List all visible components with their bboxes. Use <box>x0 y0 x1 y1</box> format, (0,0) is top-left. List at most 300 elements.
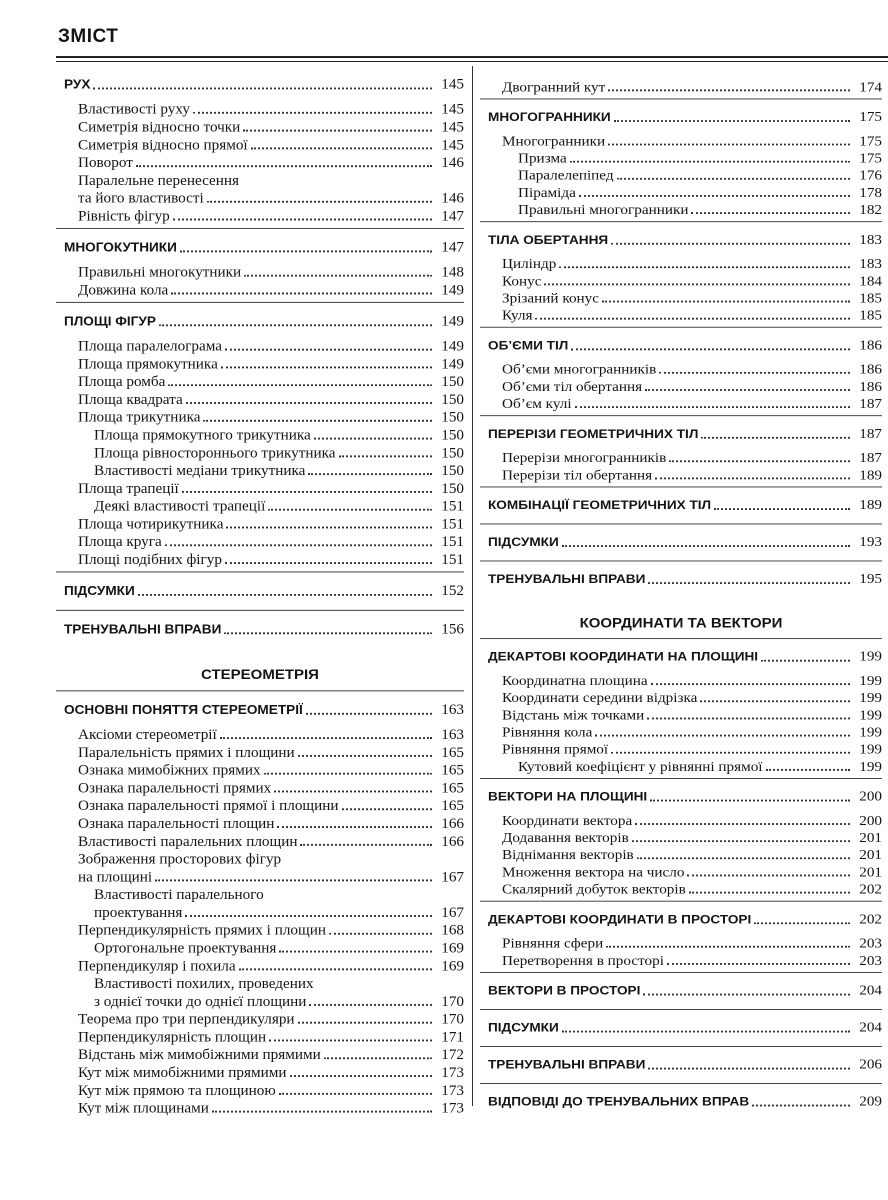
entry-title: ОСНОВНІ ПОНЯТТЯ СТЕРЕОМЕТРІЇ <box>64 701 306 720</box>
page-number: 166 <box>432 815 464 833</box>
page-number: 149 <box>432 355 464 373</box>
toc-entry[interactable] <box>56 118 464 136</box>
part-sections <box>56 690 464 1120</box>
dot-leader <box>306 712 432 715</box>
toc-entry[interactable] <box>480 395 882 412</box>
page-number: 145 <box>432 101 464 119</box>
page-number: 167 <box>432 868 464 886</box>
section-heading[interactable] <box>480 648 882 666</box>
page-number: 189 <box>850 467 882 484</box>
entry-title: Кут між прямою та площиною <box>78 1082 279 1100</box>
page-number: 185 <box>850 307 882 324</box>
entry-title: Теорема про три перпендикуляри <box>78 1011 298 1029</box>
toc-entry[interactable] <box>56 444 464 462</box>
toc-entry[interactable] <box>480 256 882 273</box>
page-number: 150 <box>432 391 464 409</box>
toc-entry[interactable] <box>56 957 464 975</box>
dot-leader <box>203 419 432 422</box>
page-number: 150 <box>432 480 464 498</box>
entry-title: Площа трапеції <box>78 480 182 498</box>
page-number: 201 <box>850 847 882 864</box>
toc-entry[interactable] <box>480 307 882 324</box>
entry-title-line: Паралельне перенесення <box>78 172 240 189</box>
toc-entry[interactable] <box>480 378 882 395</box>
toc-section <box>480 972 882 1009</box>
toc-entry[interactable] <box>56 391 464 409</box>
page-number: 170 <box>432 993 464 1011</box>
dot-leader <box>221 366 432 369</box>
page-number: 204 <box>850 1019 882 1037</box>
toc-entry[interactable] <box>480 273 882 290</box>
dot-leader <box>298 754 432 757</box>
toc-entry[interactable] <box>56 281 464 299</box>
dot-leader <box>650 799 850 802</box>
toc-entry[interactable] <box>56 1046 464 1064</box>
entry-title: Кутовий коефіцієнт у рівнянні прямої <box>518 758 766 775</box>
toc-entry[interactable] <box>56 833 464 851</box>
entry-title: ДЕКАРТОВІ КООРДИНАТИ В ПРОСТОРІ <box>488 911 754 929</box>
toc-entry[interactable] <box>480 79 882 96</box>
dot-leader <box>165 543 432 546</box>
dot-leader <box>754 921 850 924</box>
page-number: 150 <box>432 444 464 462</box>
entry-title: Площа трикутника <box>78 409 203 427</box>
page-number: 186 <box>850 361 882 378</box>
dot-leader <box>761 659 850 662</box>
toc-section <box>480 1083 882 1120</box>
section-heading[interactable] <box>480 911 882 929</box>
dot-leader <box>562 1030 850 1033</box>
page-number: 149 <box>432 312 464 331</box>
section-heading[interactable] <box>480 231 882 249</box>
dot-leader <box>279 950 432 953</box>
page-number: 193 <box>850 533 882 551</box>
entry-title: Зрізаний конус <box>502 290 602 307</box>
page-number: 165 <box>432 797 464 815</box>
page-number: 150 <box>432 409 464 427</box>
entry-title: Площа прямокутника <box>78 355 221 373</box>
part-heading: КООРДИНАТИ ТА ВЕКТОРИ <box>579 615 783 631</box>
dot-leader <box>155 879 432 882</box>
section-heading[interactable] <box>480 788 882 806</box>
toc-entry[interactable] <box>56 744 464 762</box>
dot-leader <box>559 265 850 268</box>
entry-title: Деякі властивості трапеції <box>94 498 268 516</box>
entry-title: Кут між площинами <box>78 1099 212 1117</box>
dot-leader <box>614 119 850 122</box>
entry-title: з однієї точки до однієї площини <box>94 993 309 1011</box>
page-number: 209 <box>850 1093 882 1111</box>
toc-entry[interactable] <box>56 101 464 119</box>
dot-leader <box>617 177 850 180</box>
entry-title: Паралелепіпед <box>518 167 617 184</box>
page-number: 173 <box>432 1099 464 1117</box>
page-number: 168 <box>432 922 464 940</box>
toc-entry[interactable] <box>56 922 464 940</box>
toc-section <box>56 610 464 648</box>
entry-title: ДЕКАРТОВІ КООРДИНАТИ НА ПЛОЩИНІ <box>488 648 761 666</box>
page-number: 183 <box>850 231 882 249</box>
dot-leader <box>239 967 432 970</box>
toc-entry[interactable] <box>56 515 464 533</box>
entry-title: Аксіоми стереометрії <box>78 726 220 744</box>
page-number: 151 <box>432 515 464 533</box>
dot-leader <box>752 1104 850 1107</box>
dot-leader <box>277 825 432 828</box>
toc-entry[interactable] <box>480 167 882 184</box>
toc-entry[interactable] <box>56 136 464 154</box>
toc-section <box>56 690 464 1120</box>
page-number: 175 <box>850 133 882 150</box>
toc-entry[interactable] <box>480 150 882 167</box>
toc-entry[interactable] <box>56 1082 464 1100</box>
toc-entry[interactable] <box>480 184 882 201</box>
dot-leader <box>243 129 432 132</box>
dot-leader <box>575 405 850 408</box>
toc-section <box>480 901 882 972</box>
page-number: 169 <box>432 939 464 957</box>
entry-title: Двогранний кут <box>502 79 608 96</box>
page-number: 149 <box>432 281 464 299</box>
page-number: 199 <box>850 648 882 666</box>
page-number: 163 <box>432 726 464 744</box>
section-heading[interactable] <box>56 75 464 94</box>
dot-leader <box>225 561 432 564</box>
dot-leader <box>324 1056 432 1059</box>
page-number: 174 <box>850 79 882 96</box>
section-heading[interactable] <box>56 620 464 639</box>
dot-leader <box>193 111 432 114</box>
page-number: 145 <box>432 118 464 136</box>
dot-leader <box>329 932 432 935</box>
entry-title: Конус <box>502 273 544 290</box>
toc-entry[interactable] <box>56 355 464 373</box>
section-heading[interactable] <box>480 425 882 443</box>
toc-entry[interactable] <box>480 847 882 864</box>
dot-leader <box>659 371 850 374</box>
page-number: 199 <box>850 707 882 724</box>
toc-entry[interactable] <box>480 467 882 484</box>
page-number: 169 <box>432 957 464 975</box>
page-number: 151 <box>432 551 464 569</box>
toc-entry[interactable] <box>56 480 464 498</box>
title-rule <box>56 56 888 62</box>
section-heading[interactable] <box>480 496 882 514</box>
page-number: 200 <box>850 788 882 806</box>
dot-leader <box>136 164 432 167</box>
dot-leader <box>562 544 850 547</box>
toc-entry[interactable] <box>56 498 464 516</box>
dot-leader <box>595 734 850 737</box>
toc-entry[interactable] <box>56 533 464 551</box>
toc-entry[interactable] <box>480 758 882 775</box>
toc-entry[interactable] <box>56 939 464 957</box>
toc-entry[interactable] <box>480 450 882 467</box>
dot-leader <box>651 682 850 685</box>
entry-title: ПЛОЩІ ФІГУР <box>64 312 159 331</box>
dot-leader <box>632 839 850 842</box>
entry-title: Перпендикуляр і похила <box>78 957 239 975</box>
dot-leader <box>300 843 432 846</box>
toc-entry[interactable] <box>56 1011 464 1029</box>
toc-section <box>480 221 882 327</box>
column-divider <box>472 66 473 1106</box>
dot-leader <box>251 147 432 150</box>
entry-title: Рівняння прямої <box>502 741 611 758</box>
page-number: 186 <box>850 378 882 395</box>
toc-section <box>480 327 882 415</box>
toc-section <box>56 75 464 228</box>
dot-leader <box>224 631 432 634</box>
dot-leader <box>264 772 432 775</box>
page-number: 165 <box>432 744 464 762</box>
entry-title: МНОГОКУТНИКИ <box>64 238 180 257</box>
toc-entry[interactable] <box>56 1028 464 1046</box>
toc-entry[interactable] <box>56 762 464 780</box>
entry-title: Перетворення в просторі <box>502 952 667 969</box>
dot-leader <box>159 323 432 326</box>
page-number: 199 <box>850 724 882 741</box>
toc-section <box>56 571 464 609</box>
dot-leader <box>186 401 432 404</box>
dot-leader <box>535 317 850 320</box>
dot-leader <box>314 437 432 440</box>
dot-leader <box>220 736 432 739</box>
entry-title: Правильні многогранники <box>518 201 691 218</box>
page-number: 165 <box>432 779 464 797</box>
entry-title: Циліндр <box>502 256 559 273</box>
dot-leader <box>602 300 850 303</box>
section-heading[interactable] <box>56 582 464 601</box>
entry-title: Перерізи тіл обертання <box>502 467 655 484</box>
page-number: 145 <box>432 136 464 154</box>
dot-leader <box>571 348 850 351</box>
section-heading[interactable] <box>480 1019 882 1037</box>
dot-leader <box>570 160 850 163</box>
entry-title: Об’єми многогранників <box>502 361 659 378</box>
entry-title: Многогранники <box>502 133 608 150</box>
toc-entry[interactable] <box>480 935 882 952</box>
entry-title: ВІДПОВІДІ ДО ТРЕНУВАЛЬНИХ ВПРАВ <box>488 1093 752 1111</box>
toc-entry[interactable] <box>56 726 464 744</box>
section-heading[interactable] <box>480 108 882 126</box>
page-number: 172 <box>432 1046 464 1064</box>
page-number: 150 <box>432 373 464 391</box>
toc-entry[interactable] <box>480 133 882 150</box>
entry-title: МНОГОГРАННИКИ <box>488 108 614 126</box>
dot-leader <box>342 807 432 810</box>
toc-entry[interactable] <box>56 409 464 427</box>
page-number: 175 <box>850 108 882 126</box>
dot-leader <box>207 200 432 203</box>
entry-title: ВЕКТОРИ НА ПЛОЩИНІ <box>488 788 650 806</box>
toc-entry[interactable] <box>480 741 882 758</box>
toc-entry[interactable] <box>56 373 464 391</box>
toc-entry[interactable] <box>56 337 464 355</box>
dot-leader <box>701 436 850 439</box>
page-number: 163 <box>432 701 464 720</box>
dot-leader <box>687 874 850 877</box>
dot-leader <box>648 581 850 584</box>
entry-title: Відстань між точками <box>502 707 647 724</box>
entry-title: Координати вектора <box>502 812 635 829</box>
toc-entry[interactable] <box>480 952 882 969</box>
section-heading[interactable] <box>56 701 464 720</box>
toc-entry[interactable] <box>480 672 882 689</box>
entry-title: Додавання векторів <box>502 829 632 846</box>
entry-title: на площині <box>78 868 155 886</box>
page-number: 206 <box>850 1056 882 1074</box>
page-number: 187 <box>850 425 882 443</box>
dot-leader <box>655 477 850 480</box>
dot-leader <box>185 914 432 917</box>
page-number: 182 <box>850 201 882 218</box>
entry-title: Площа ромба <box>78 373 168 391</box>
section-heading[interactable] <box>480 1056 882 1074</box>
entry-title: Куля <box>502 307 535 324</box>
toc-entry[interactable] <box>56 1099 464 1117</box>
dot-leader <box>212 1110 432 1113</box>
dot-leader <box>279 1092 432 1095</box>
entry-title: КОМБІНАЦІЇ ГЕОМЕТРИЧНИХ ТІЛ <box>488 496 714 514</box>
entry-title-line: Властивості паралельного <box>94 886 264 903</box>
dot-leader <box>168 383 432 386</box>
toc-entry[interactable] <box>480 707 882 724</box>
dot-leader <box>667 962 850 965</box>
section-heading[interactable] <box>56 238 464 257</box>
section-heading[interactable] <box>480 570 882 588</box>
page-number: 170 <box>432 1011 464 1029</box>
page-number: 202 <box>850 911 882 929</box>
section-heading[interactable] <box>480 337 882 355</box>
page-number: 147 <box>432 238 464 257</box>
toc-entry[interactable] <box>480 201 882 218</box>
entry-title: проектування <box>94 904 185 922</box>
entry-title: Площі подібних фігур <box>78 551 225 569</box>
toc-entry[interactable] <box>56 426 464 444</box>
left-column <box>56 66 464 1120</box>
dot-leader <box>339 454 432 457</box>
page-number: 171 <box>432 1028 464 1046</box>
toc-entry[interactable] <box>56 815 464 833</box>
page-number: 201 <box>850 864 882 881</box>
entry-title: Рівняння сфери <box>502 935 606 952</box>
toc-entry[interactable] <box>480 812 882 829</box>
page-number: 187 <box>850 395 882 412</box>
toc-entry[interactable] <box>56 993 464 1011</box>
page-number: 145 <box>432 75 464 94</box>
entry-title: Ознака мимобіжних прямих <box>78 762 264 780</box>
toc-entry[interactable] <box>480 290 882 307</box>
entry-title: Відстань між мимобіжними прямими <box>78 1046 324 1064</box>
entry-title: ТІЛА ОБЕРТАННЯ <box>488 231 611 249</box>
page-number: 201 <box>850 829 882 846</box>
entry-title: Скалярний добуток векторів <box>502 881 689 898</box>
part-sections <box>480 638 882 1120</box>
toc-section <box>480 638 882 778</box>
page-number: 184 <box>850 273 882 290</box>
dot-leader <box>225 348 432 351</box>
toc-section <box>480 561 882 598</box>
toc-entry[interactable] <box>480 724 882 741</box>
part-heading: СТЕРЕОМЕТРІЯ <box>201 666 319 683</box>
toc-entry[interactable] <box>56 868 464 886</box>
toc-entry[interactable] <box>480 361 882 378</box>
entry-title: Симетрія відносно прямої <box>78 136 251 154</box>
toc-entry[interactable] <box>56 797 464 815</box>
entry-title: Довжина кола <box>78 281 171 299</box>
entry-title: Піраміда <box>518 184 579 201</box>
section-heading[interactable] <box>480 533 882 551</box>
toc-entry[interactable] <box>480 864 882 881</box>
page-number: 146 <box>432 154 464 172</box>
toc-entry[interactable] <box>56 1064 464 1082</box>
section-heading[interactable] <box>480 1093 882 1111</box>
entry-title: Рівність фігур <box>78 207 173 225</box>
toc-entry[interactable] <box>480 829 882 846</box>
dot-leader <box>635 822 850 825</box>
page-number: 183 <box>850 256 882 273</box>
toc-entry[interactable] <box>56 264 464 282</box>
dot-leader <box>700 699 850 702</box>
page-number: 150 <box>432 426 464 444</box>
page-number: 175 <box>850 150 882 167</box>
page-number: 204 <box>850 982 882 1000</box>
page-number: 186 <box>850 337 882 355</box>
entry-title: Паралельність прямих і площини <box>78 744 298 762</box>
dot-leader <box>290 1074 433 1077</box>
dot-leader <box>298 1021 432 1024</box>
toc-entry[interactable] <box>56 190 464 208</box>
entry-title: Поворот <box>78 154 136 172</box>
entry-title: Правильні многокутники <box>78 264 244 282</box>
page-number: 199 <box>850 690 882 707</box>
dot-leader <box>544 283 850 286</box>
entry-title: Рівняння кола <box>502 724 595 741</box>
toc-entry[interactable] <box>56 779 464 797</box>
toc-entry[interactable] <box>480 690 882 707</box>
entry-title: Властивості медіани трикутника <box>94 462 308 480</box>
page-number: 187 <box>850 450 882 467</box>
dot-leader <box>669 459 850 462</box>
toc-entry[interactable] <box>56 462 464 480</box>
entry-title: ОБ’ЄМИ ТІЛ <box>488 337 571 355</box>
section-heading[interactable] <box>480 982 882 1000</box>
dot-leader <box>714 507 850 510</box>
entry-title: Площа квадрата <box>78 391 186 409</box>
dot-leader <box>269 1039 432 1042</box>
toc-entry[interactable] <box>56 551 464 569</box>
section-heading[interactable] <box>56 312 464 331</box>
entry-title: Властивості паралельних площин <box>78 833 300 851</box>
toc-section <box>480 487 882 524</box>
toc-entry[interactable] <box>56 154 464 172</box>
toc-entry[interactable] <box>56 904 464 922</box>
entry-title-line: Властивості похилих, проведених <box>94 975 314 992</box>
page-number: 185 <box>850 290 882 307</box>
entry-title: Віднімання векторів <box>502 847 637 864</box>
right-column <box>480 66 882 1120</box>
page-number: 151 <box>432 533 464 551</box>
entry-title: та його властивості <box>78 190 207 208</box>
page-number: 167 <box>432 904 464 922</box>
entry-title: Перпендикулярність прямих і площин <box>78 922 329 940</box>
entry-title: Координатна площина <box>502 672 651 689</box>
dot-leader <box>93 87 432 90</box>
entry-title: Площа прямокутного трикутника <box>94 426 314 444</box>
toc-entry[interactable] <box>56 207 464 225</box>
toc-entry[interactable] <box>480 881 882 898</box>
